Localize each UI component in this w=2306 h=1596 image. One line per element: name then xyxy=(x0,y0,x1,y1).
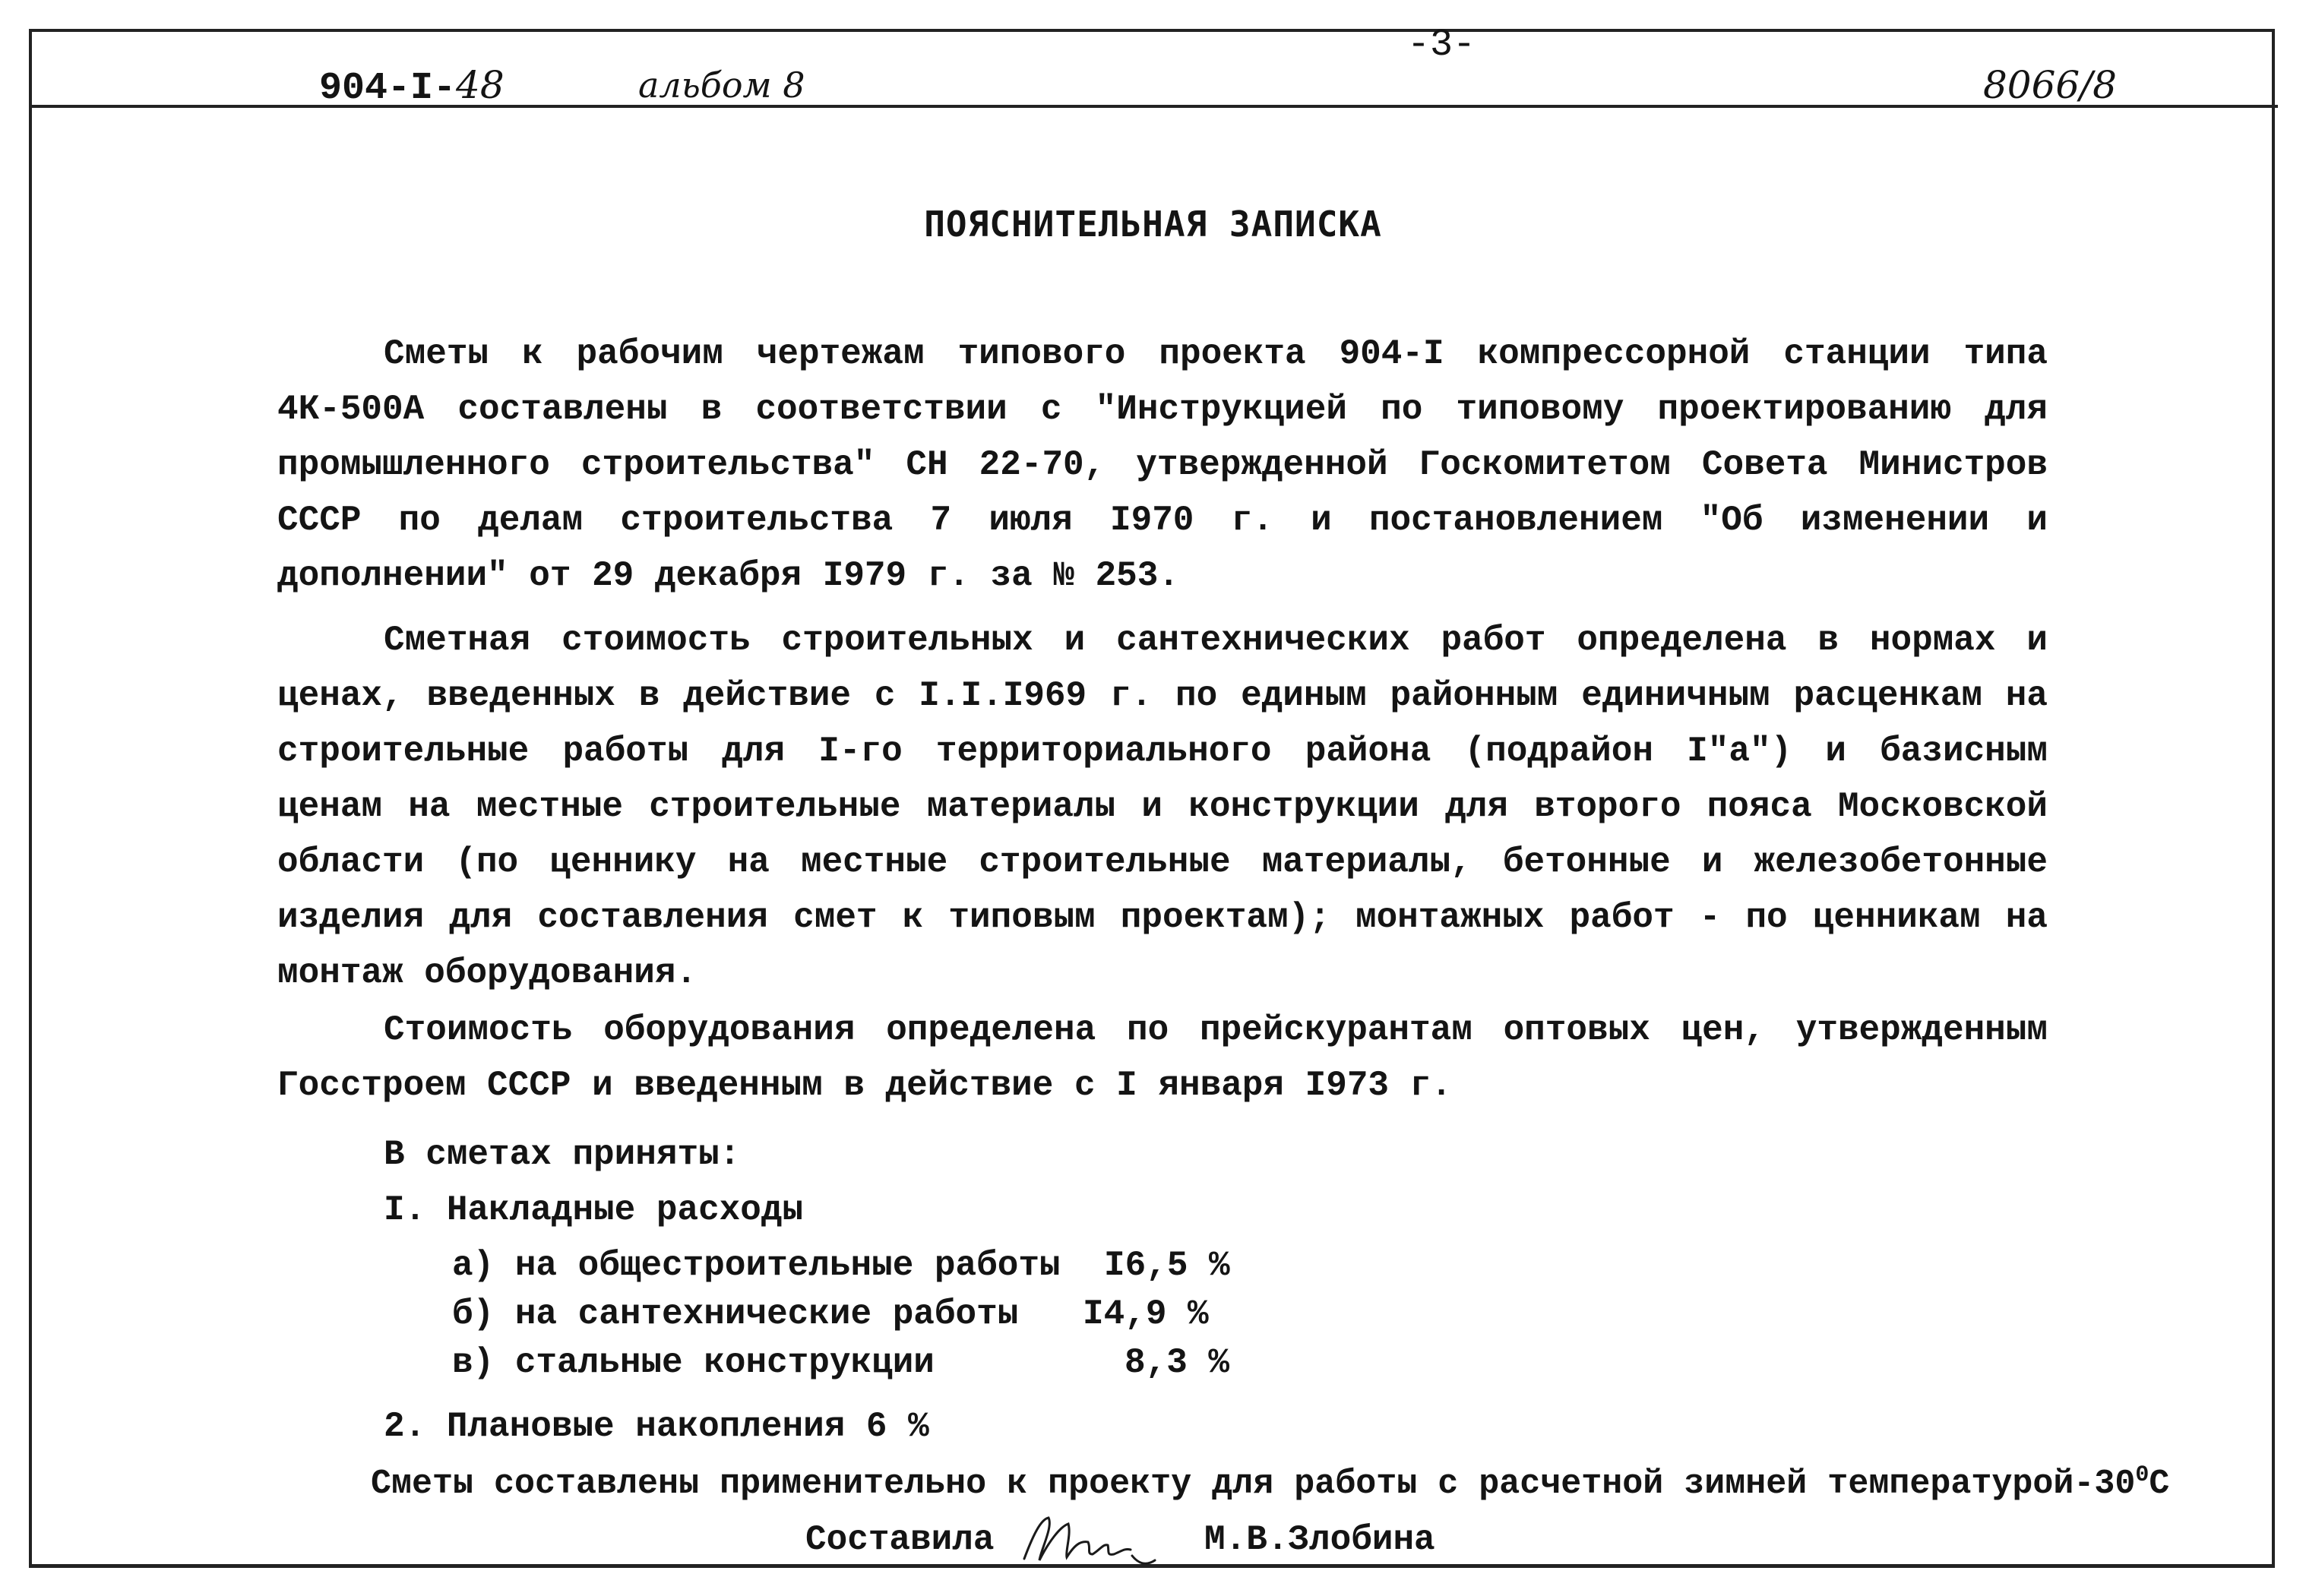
degree-superscript: 0 xyxy=(2135,1462,2149,1488)
subitem-general-construction-value: I6,5 % xyxy=(1104,1246,1230,1285)
signature xyxy=(1018,1512,1162,1572)
temperature-note-text: Сметы составлены применительно к проекту для работы с расчетной зимней температурой-30 xyxy=(371,1465,2136,1503)
document-code-handwritten: 48 xyxy=(456,63,505,107)
paragraph-3: Стоимость оборудования определена по прейскурантам оптовых цен, утвержденным Госстроем СССР и введенным в действие с I января I973 г. xyxy=(277,1010,2048,1105)
temperature-unit: С xyxy=(2149,1465,2170,1503)
subitem-plumbing-value: I4,9 % xyxy=(1083,1294,1209,1334)
compiler-name: М.В.Злобина xyxy=(1204,1520,1435,1560)
sheet-reference: 8066/8 xyxy=(1983,63,2117,107)
document-code xyxy=(319,62,505,112)
paragraph-1-block xyxy=(277,327,2048,604)
paragraph-1: Сметы к рабочим чертежам типового проекта 904-I компрессорной станции типа 4К-500А составлены в соответствии с "Инструкцией по типовому проектированию для промышленного строительства" СН 22-70, утвержденной Госкомитетом Совета Министров СССР по делам строительства 7 июля I970 г. и постановлением "Об изменении и дополнении" от 29 декабря I979 г. за № 253. xyxy=(277,334,2048,596)
subitem-steel-structures-value: 8,3 % xyxy=(1125,1343,1230,1383)
page-title: ПОЯСНИТЕЛЬНАЯ ЗАПИСКА xyxy=(924,204,1382,245)
paragraph-3-block xyxy=(277,1003,2048,1114)
temperature-note xyxy=(371,1452,2169,1507)
subitem-steel-structures-label: в) стальные конструкции xyxy=(452,1343,935,1383)
overheads-item: I. Накладные расходы xyxy=(384,1190,804,1230)
paragraph-2: Сметная стоимость строительных и сантехнических работ определена в нормах и ценах, введенных в действие с I.I.I969 г. по единым районным единичным расценкам на строительные работы для I-го территориального района (подрайон I"а") и базисным ценам на местные строительные материалы и конструкции для второго пояса Московской области (по ценнику на местные строительные материалы, бетонные и железобетонные изделия для составления смет к типовым проектам); монтажных работ - по ценникам на монтаж оборудования. xyxy=(277,621,2048,993)
planned-accumulations-item: 2. Плановые накопления 6 % xyxy=(384,1407,929,1446)
paragraph-2-block xyxy=(277,613,2048,1001)
album-label: альбом 8 xyxy=(638,65,805,106)
compiled-by-label: Составила xyxy=(805,1520,995,1560)
adopted-heading: В сметах приняты: xyxy=(384,1135,741,1174)
document-code-typed: 904-I- xyxy=(319,67,457,110)
page-number: -3- xyxy=(1407,24,1476,67)
subitem-plumbing-label: б) на сантехнические работы xyxy=(452,1294,1019,1334)
subitem-general-construction-label: а) на общестроительные работы xyxy=(452,1246,1061,1285)
